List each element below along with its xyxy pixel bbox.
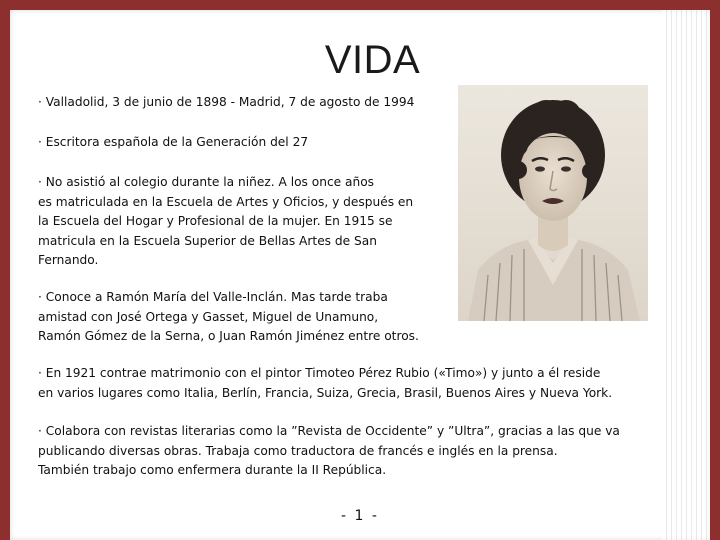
text-line: la Escuela del Hogar y Profesional de la mujer. En 1915 se (38, 214, 393, 228)
text-line: Fernando. (38, 253, 99, 267)
text-line: es matriculada en la Escuela de Artes y Oficios, y después en (38, 194, 414, 209)
slide-page (10, 10, 710, 540)
text-line: Ramón Gómez de la Serna, o Juan Ramón Jiménez entre otros. (38, 329, 419, 343)
page-stack-edge (662, 10, 710, 540)
text-line: matricula en la Escuela Superior de Bellas Artes de San (38, 233, 377, 248)
portrait-photo (458, 85, 648, 321)
text-line: · Conoce a Ramón María del Valle-Inclán. Mas tarde traba (38, 290, 388, 304)
portrait-illustration (458, 85, 648, 321)
paragraph-friendships (38, 288, 419, 347)
text-line: · Escritora española de la Generación del 27 (38, 135, 309, 149)
paragraph-work (38, 422, 620, 481)
paragraph-marriage (38, 364, 612, 403)
text-line: publicando diversas obras. Trabaja como traductora de francés e inglés en la prensa. (38, 443, 558, 458)
page-title: VIDA (324, 38, 421, 82)
paragraph-education (38, 173, 413, 271)
text-line: · Valladolid, 3 de junio de 1898 - Madrid, 7 de agosto de 1994 (38, 95, 415, 109)
paragraph-birth-death (38, 93, 414, 113)
text-line: en varios lugares como Italia, Berlín, Francia, Suiza, Grecia, Brasil, Buenos Aires y Nueva York. (38, 385, 613, 400)
text-line: · En 1921 contrae matrimonio con el pintor Timoteo Pérez Rubio («Timo») y junto a él reside (38, 366, 601, 380)
text-line: amistad con José Ortega y Gasset, Miguel de Unamuno, (38, 309, 379, 324)
text-line: · Colabora con revistas literarias como la ”Revista de Occidente” y ”Ultra”, gracias a las que va (38, 424, 620, 438)
page-number: - 1 - (341, 508, 379, 524)
text-line: · No asistió al colegio durante la niñez. A los once años (38, 175, 375, 189)
text-line: También trabajo como enfermera durante la II República. (38, 463, 387, 477)
paragraph-generation (38, 133, 308, 153)
